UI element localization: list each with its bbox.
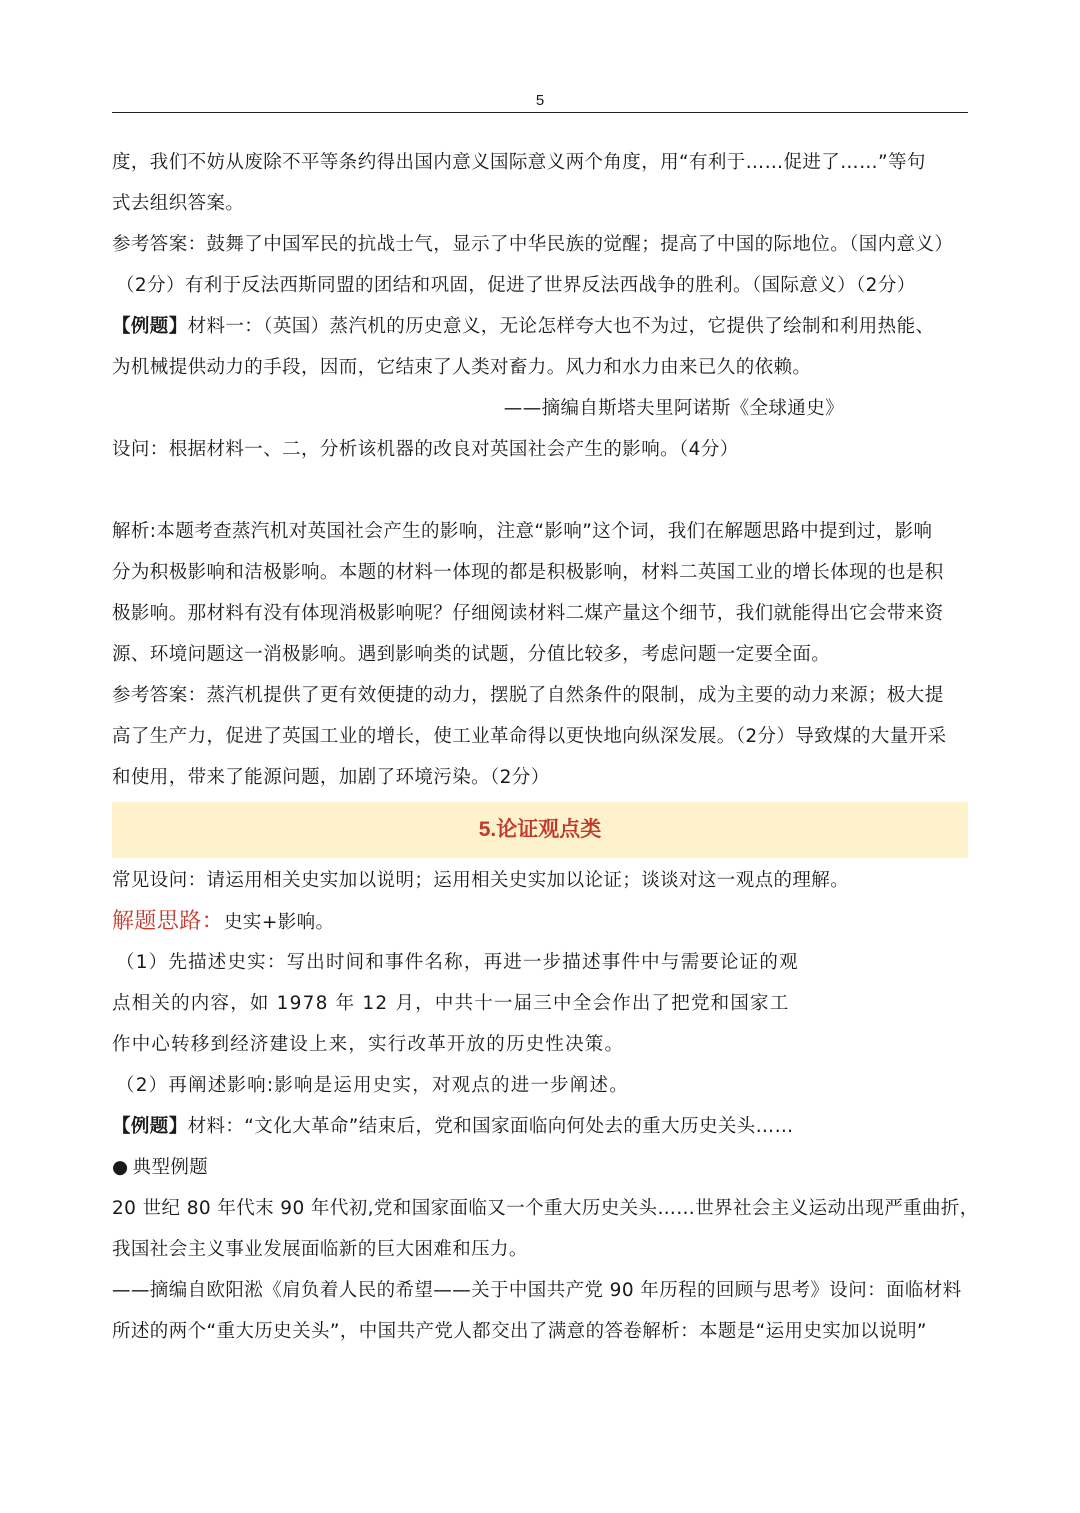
reference-answer-line: （2分）有利于反法西斯同盟的团结和巩固，促进了世界反法西战争的胜利。（国际意义）（2分） (116, 275, 916, 296)
reference-answer-line: 参考答案：蒸汽机提供了更有效便捷的动力，摆脱了自然条件的限制，成为主要的动力来源；极大提 (112, 685, 944, 706)
analysis-line: 源、环境问题这一消极影响。遇到影响类的试题，分值比较多，考虑问题一定要全面。 (112, 644, 831, 665)
step-line: （1）先描述史实：写出时间和事件名称，再进一步描述事件中与需要论证的观 (116, 952, 799, 973)
approach-text: 史实+影响。 (224, 912, 335, 933)
approach-line (112, 901, 972, 942)
paragraph-line: 我国社会主义事业发展面临新的巨大困难和压力。 (112, 1239, 528, 1260)
paragraph-line: 度，我们不妨从废除不平等条约得出国内意义国际意义两个角度，用“有利于……促进了……”等句 (112, 152, 926, 173)
paragraph-line: 为机械提供动力的手段，因而，它结束了人类对畜力。风力和水力由来已久的依赖。 (112, 357, 812, 378)
bullet-icon: ● (112, 1157, 129, 1178)
approach-heading: 解题思路： (112, 909, 225, 934)
page-body (112, 142, 979, 1352)
example-text: 材料一：（英国）蒸汽机的历史意义，无论怎样夸大也不为过，它提供了绘制和利用热能、 (187, 316, 935, 337)
paragraph-line: 20 世纪 80 年代末 90 年代初,党和国家面临又一个重大历史关头……世界社会主义运动出现严重曲折， (112, 1198, 979, 1219)
example-text: 材料：“文化大革命”结束后，党和国家面临向何处去的重大历史关头…… (187, 1116, 794, 1137)
step-line: 点相关的内容，如 1978 年 12 月，中共十一届三中全会作出了把党和国家工 (112, 993, 790, 1014)
analysis-line: 极影响。那材料有没有体现消极影响呢？仔细阅读材料二煤产量这个细节，我们就能得出它会带来资 (112, 603, 944, 624)
reference-answer-line: 参考答案：鼓舞了中国军民的抗战士气，显示了中华民族的觉醒；提高了中国的际地位。（国内意义） (112, 234, 954, 255)
example-tag: 【例题】 (112, 1116, 188, 1137)
page-number: 5 (535, 92, 545, 109)
common-question-line: 常见设问：请运用相关史实加以说明；运用相关史实加以论证；谈谈对这一观点的理解。 (112, 870, 850, 891)
step-line: （2）再阐述影响:影响是运用史实，对观点的进一步阐述。 (116, 1075, 629, 1096)
analysis-line: 分为积极影响和洁极影响。本题的材料一体现的都是积极影响，材料二英国工业的增长体现的也是积 (112, 562, 944, 583)
paragraph-line: 所述的两个“重大历史关头”，中国共产党人都交出了满意的答卷解析：本题是“运用史实加以说明” (112, 1321, 927, 1342)
header-divider (112, 112, 968, 113)
example-tag: 【例题】 (112, 316, 188, 337)
typical-example-label: 典型例题 (132, 1157, 209, 1178)
paragraph-line: 式去组织答案。 (112, 193, 245, 214)
analysis-line: 解析:本题考查蒸汽机对英国社会产生的影响，注意“影响”这个词，我们在解题思路中提到过，影响 (112, 521, 933, 542)
question-line: 设问：根据材料一、二，分析该机器的改良对英国社会产生的影响。（4分） (112, 439, 739, 460)
reference-answer-line: 高了生产力，促进了英国工业的增长，使工业革命得以更快地向纵深发展。（2分）导致煤的大量开采 (112, 726, 947, 747)
step-line: 作中心转移到经济建设上来，实行改革开放的历史性决策。 (112, 1034, 625, 1055)
example-line (112, 1106, 972, 1147)
reference-answer-line: 和使用，带来了能源问题，加剧了环境污染。（2分） (112, 767, 550, 788)
section-heading: 5.论证观点类 (112, 802, 968, 858)
typical-example-line (112, 1147, 972, 1188)
example-line (112, 306, 972, 347)
blank-space (112, 470, 972, 511)
source-citation: ——摘编自斯塔夫里阿诺斯《全球通史》 (503, 398, 844, 419)
source-citation: ——摘编自欧阳淞《肩负着人民的希望——关于中国共产党 90 年历程的回顾与思考》设问：面临材料 (112, 1280, 962, 1301)
